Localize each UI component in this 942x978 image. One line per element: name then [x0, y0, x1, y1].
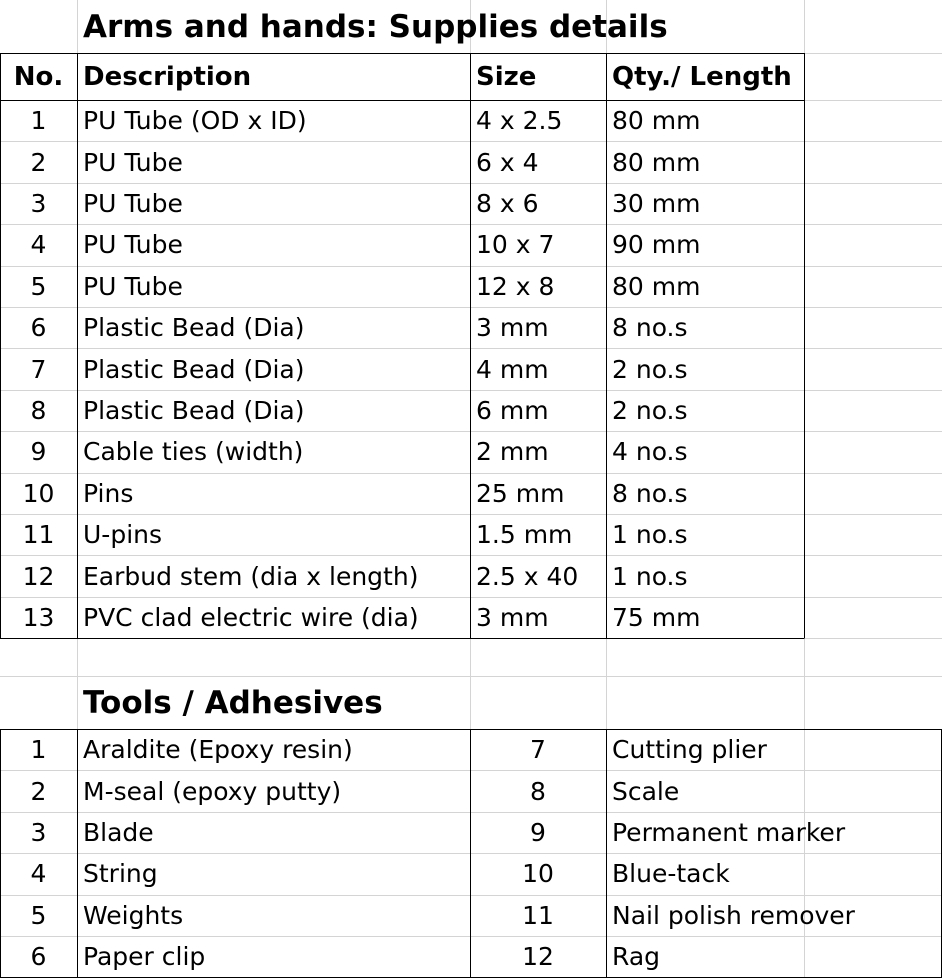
supplies-cell-size[interactable]: 2.5 x 40: [476, 561, 579, 591]
supplies-cell-description[interactable]: PU Tube: [83, 230, 183, 260]
tools-cell-no-right[interactable]: 10: [522, 859, 554, 889]
supplies-cell-size[interactable]: 4 x 2.5: [476, 106, 563, 136]
supplies-cell-qty[interactable]: 2 no.s: [612, 395, 688, 425]
supplies-cell-description[interactable]: PVC clad electric wire (dia): [83, 602, 419, 632]
tools-cell-no-right[interactable]: 7: [530, 735, 546, 765]
supplies-cell-size[interactable]: 25 mm: [476, 478, 565, 508]
tools-cell-name-right[interactable]: Permanent marker: [612, 817, 846, 847]
supplies-cell-qty[interactable]: 4 no.s: [612, 437, 688, 467]
tools-cell-no-right[interactable]: 11: [522, 900, 554, 930]
supplies-cell-qty[interactable]: 1 no.s: [612, 561, 688, 591]
supplies-cell-description[interactable]: PU Tube: [83, 271, 183, 301]
supplies-cell-no[interactable]: 8: [30, 395, 47, 425]
supplies-cell-qty[interactable]: 80 mm: [612, 271, 701, 301]
supplies-cell-no[interactable]: 13: [22, 602, 55, 632]
supplies-cell-size[interactable]: 8 x 6: [476, 188, 539, 218]
supplies-cell-no[interactable]: 4: [30, 230, 47, 260]
supplies-cell-qty[interactable]: 30 mm: [612, 188, 701, 218]
tools-cell-name-right[interactable]: Cutting plier: [612, 735, 767, 765]
tools-cell-no[interactable]: 1: [30, 735, 47, 765]
supplies-cell-no[interactable]: 3: [30, 188, 47, 218]
supplies-cell-size[interactable]: 6 mm: [476, 395, 549, 425]
supplies-cell-qty[interactable]: 2 no.s: [612, 354, 688, 384]
tools-cell-name-right[interactable]: Blue-tack: [612, 859, 730, 889]
supplies-cell-size[interactable]: 10 x 7: [476, 230, 555, 260]
supplies-cell-no[interactable]: 9: [30, 437, 47, 467]
tools-cell-no[interactable]: 6: [30, 942, 47, 972]
supplies-cell-no[interactable]: 1: [30, 106, 47, 136]
supplies-cell-size[interactable]: 4 mm: [476, 354, 549, 384]
header-description[interactable]: Description: [83, 61, 252, 92]
tools-cell-no-right[interactable]: 9: [530, 817, 546, 847]
supplies-cell-description[interactable]: Cable ties (width): [83, 437, 304, 467]
supplies-cell-description[interactable]: PU Tube: [83, 188, 183, 218]
supplies-cell-no[interactable]: 5: [30, 271, 47, 301]
supplies-cell-no[interactable]: 12: [22, 561, 55, 591]
tools-cell-no[interactable]: 2: [30, 776, 47, 806]
supplies-cell-size[interactable]: 2 mm: [476, 437, 549, 467]
supplies-cell-description[interactable]: U-pins: [83, 520, 163, 550]
supplies-cell-no[interactable]: 10: [22, 478, 55, 508]
tools-cell-no[interactable]: 4: [30, 859, 47, 889]
tools-cell-no[interactable]: 5: [30, 900, 47, 930]
supplies-cell-qty[interactable]: 90 mm: [612, 230, 701, 260]
tools-cell-name[interactable]: Weights: [83, 900, 184, 930]
header-qty[interactable]: Qty./ Length: [612, 61, 792, 92]
supplies-cell-no[interactable]: 7: [30, 354, 47, 384]
supplies-cell-qty[interactable]: 80 mm: [612, 147, 701, 177]
supplies-cell-no[interactable]: 2: [30, 147, 47, 177]
supplies-cell-no[interactable]: 6: [30, 313, 47, 343]
supplies-cell-no[interactable]: 11: [22, 520, 55, 550]
tools-cell-no-right[interactable]: 8: [530, 776, 546, 806]
tools-cell-name[interactable]: Paper clip: [83, 942, 206, 972]
tools-cell-name-right[interactable]: Scale: [612, 776, 680, 806]
supplies-cell-description[interactable]: Plastic Bead (Dia): [83, 313, 305, 343]
supplies-title[interactable]: Arms and hands: Supplies details: [83, 8, 668, 45]
tools-cell-name[interactable]: M-seal (epoxy putty): [83, 776, 342, 806]
supplies-cell-qty[interactable]: 80 mm: [612, 106, 701, 136]
supplies-cell-size[interactable]: 6 x 4: [476, 147, 539, 177]
supplies-cell-description[interactable]: Pins: [83, 478, 134, 508]
supplies-cell-qty[interactable]: 8 no.s: [612, 313, 688, 343]
tools-cell-name-right[interactable]: Rag: [612, 942, 661, 972]
tools-title[interactable]: Tools / Adhesives: [83, 684, 383, 721]
supplies-cell-size[interactable]: 1.5 mm: [476, 520, 573, 550]
supplies-cell-description[interactable]: Plastic Bead (Dia): [83, 354, 305, 384]
tools-cell-name[interactable]: Blade: [83, 817, 154, 847]
tools-cell-no-right[interactable]: 12: [522, 942, 554, 972]
supplies-cell-description[interactable]: Earbud stem (dia x length): [83, 561, 419, 591]
tools-cell-no[interactable]: 3: [30, 817, 47, 847]
supplies-cell-size[interactable]: 12 x 8: [476, 271, 555, 301]
supplies-cell-description[interactable]: PU Tube: [83, 147, 183, 177]
header-size[interactable]: Size: [476, 61, 537, 92]
supplies-cell-size[interactable]: 3 mm: [476, 313, 549, 343]
supplies-cell-qty[interactable]: 1 no.s: [612, 520, 688, 550]
supplies-cell-qty[interactable]: 8 no.s: [612, 478, 688, 508]
tools-cell-name[interactable]: Araldite (Epoxy resin): [83, 735, 353, 765]
tools-cell-name[interactable]: String: [83, 859, 158, 889]
supplies-cell-qty[interactable]: 75 mm: [612, 602, 701, 632]
supplies-cell-description[interactable]: PU Tube (OD x ID): [83, 106, 307, 136]
supplies-cell-size[interactable]: 3 mm: [476, 602, 549, 632]
supplies-cell-description[interactable]: Plastic Bead (Dia): [83, 395, 305, 425]
header-no[interactable]: No.: [13, 61, 64, 92]
tools-cell-name-right[interactable]: Nail polish remover: [612, 900, 855, 930]
